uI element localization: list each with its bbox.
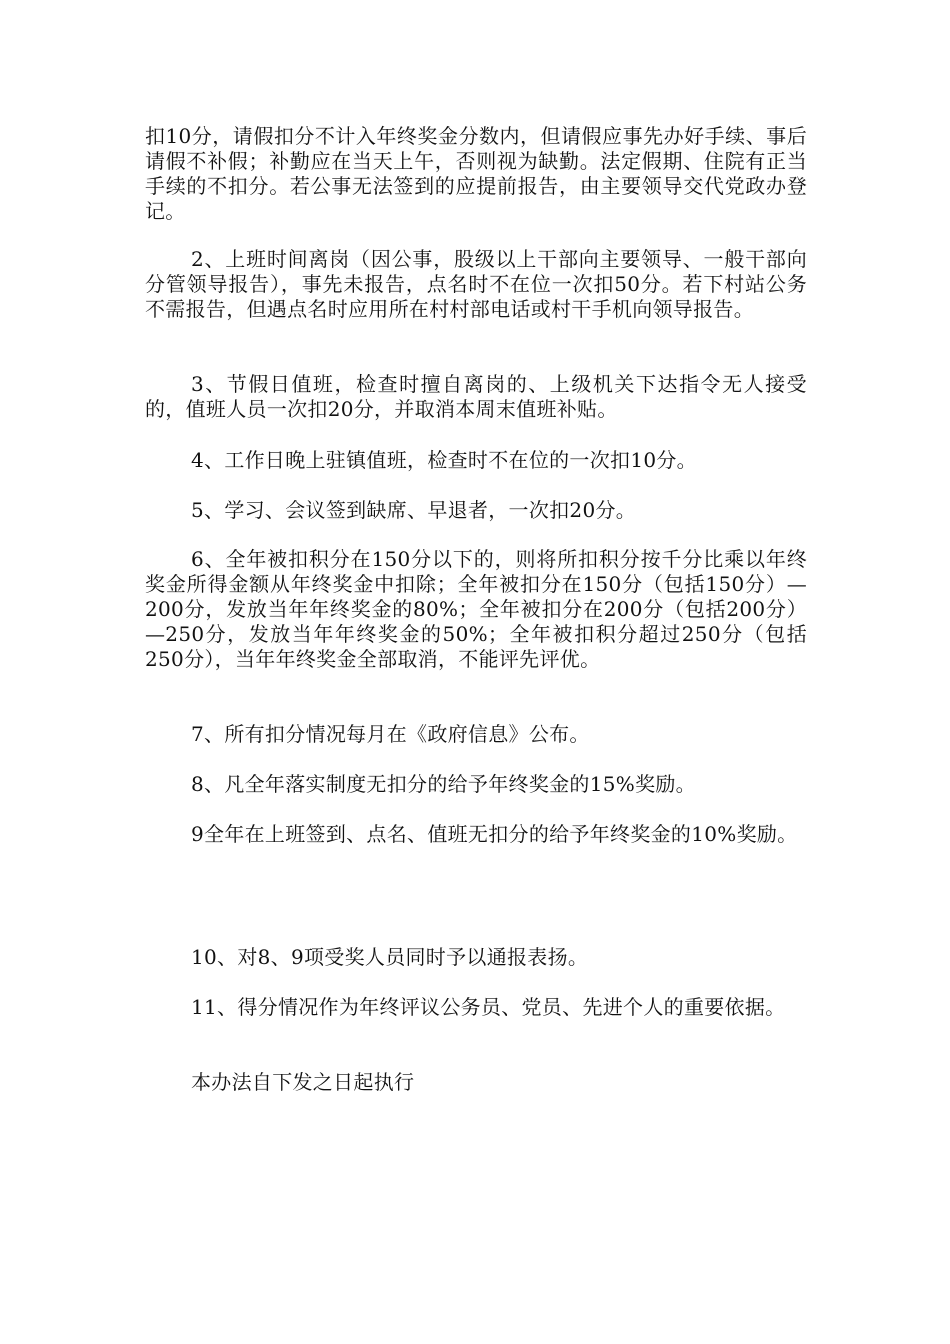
paragraph-leave-rules: 扣10分，请假扣分不计入年终奖金分数内，但请假应事先办好手续、事后请假不补假；补勤应在当天上午，否则视为缺勤。法定假期、住院有正当手续的不扣分。若公事无法签到的应提前报告，由主要领导交代党政办登记。	[145, 124, 807, 223]
paragraph-item-3: 3、节假日值班，检查时擅自离岗的、上级机关下达指令无人接受的，值班人员一次扣20分，并取消本周末值班补贴。	[145, 372, 807, 421]
paragraph-item-2: 2、上班时间离岗（因公事，股级以上干部向主要领导、一般干部向分管领导报告），事先未报告，点名时不在位一次扣50分。若下村站公务不需报告，但遇点名时应用所在村村部电话或村干手机向领导报告。	[145, 247, 807, 321]
paragraph-item-6: 6、全年被扣积分在150分以下的，则将所扣积分按千分比乘以年终奖金所得金额从年终奖金中扣除；全年被扣分在150分（包括150分）—200分，发放当年年终奖金的80%；全年被扣分在200分（包括200分）—250分，发放当年年终奖金的50%；全年被扣积分超过250分（包括250分），当年年终奖金全部取消，不能评先评优。	[145, 547, 807, 671]
paragraph-item-10: 10、对8、9项受奖人员同时予以通报表扬。	[191, 945, 589, 969]
paragraph-item-8: 8、凡全年落实制度无扣分的给予年终奖金的15%奖励。	[191, 772, 696, 796]
paragraph-item-4: 4、工作日晚上驻镇值班，检查时不在位的一次扣10分。	[191, 448, 697, 472]
paragraph-item-7: 7、所有扣分情况每月在《政府信息》公布。	[191, 722, 590, 746]
paragraph-item-11: 11、得分情况作为年终评议公务员、党员、先进个人的重要依据。	[191, 995, 786, 1019]
paragraph-item-5: 5、学习、会议签到缺席、早退者，一次扣20分。	[191, 498, 637, 522]
paragraph-item-9: 9全年在上班签到、点名、值班无扣分的给予年终奖金的10%奖励。	[191, 822, 798, 846]
paragraph-effective-date: 本办法自下发之日起执行	[191, 1070, 415, 1094]
